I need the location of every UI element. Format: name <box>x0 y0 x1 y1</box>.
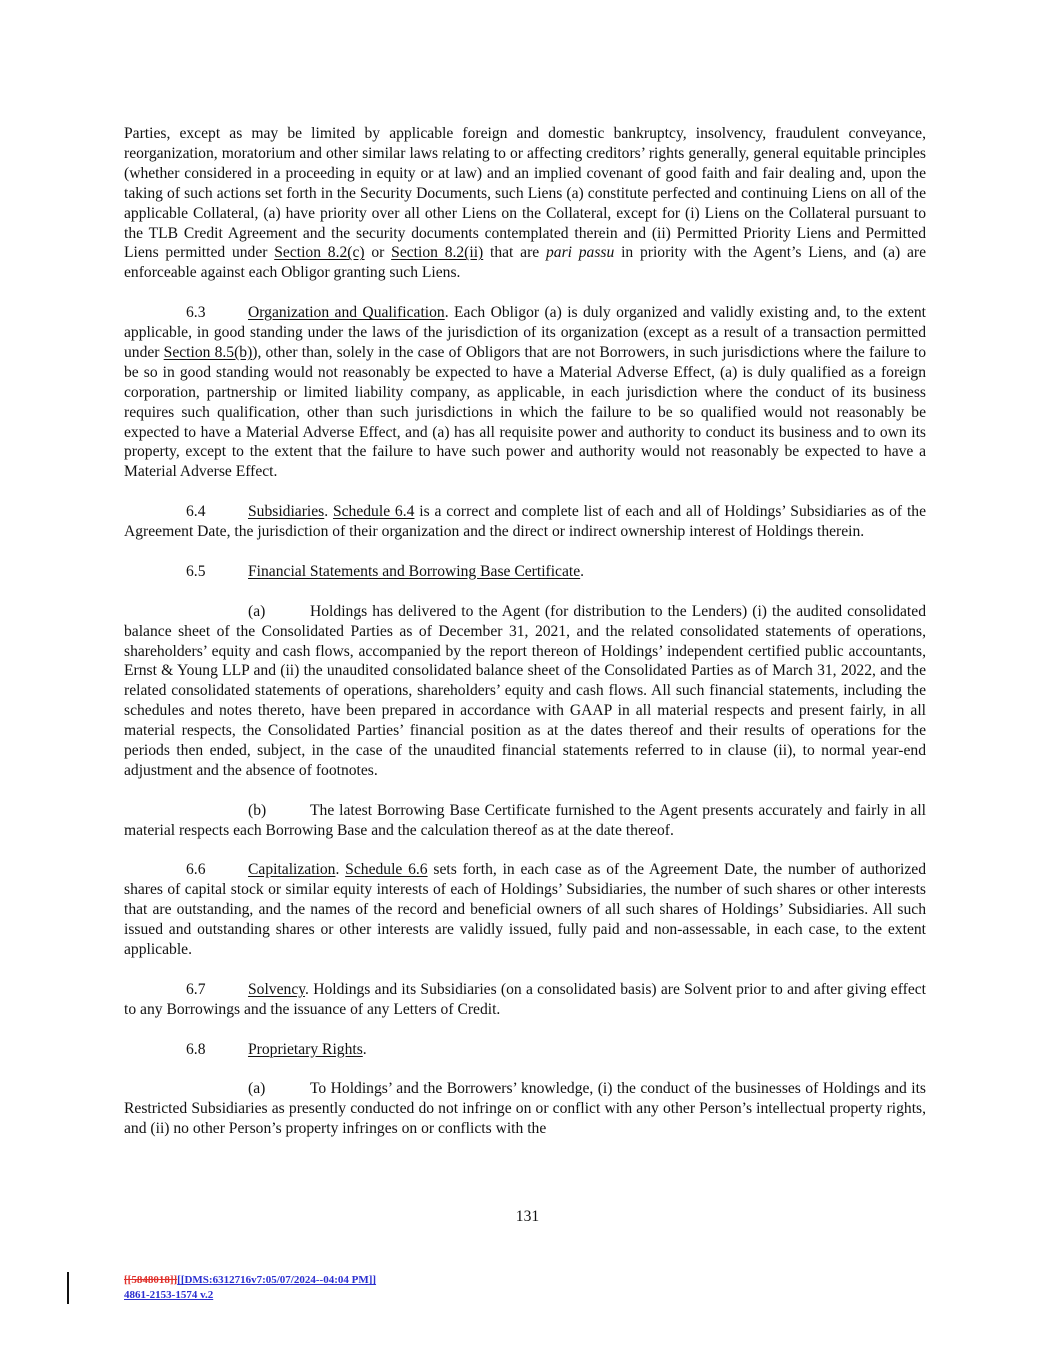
section-number: 6.5 <box>186 562 206 580</box>
section-6-8-a: (a) To Holdings’ and the Borrowers’ knowledge, (i) the conduct of the businesses of Holdings and its Restricted Subsidiaries as presently conducted do not infringe on or conflict with any other Person’s intellectual property rights, and (ii) no other Person’s property infringes on or conflicts with the <box>124 1080 926 1138</box>
section-number: 6.6 <box>186 861 206 879</box>
section-number: 6.7 <box>186 980 206 998</box>
section-6-8: 6.8 Proprietary Rights. <box>186 1040 367 1058</box>
section-heading: Solvency <box>248 980 306 998</box>
section-6-6: 6.6 Capitalization. Schedule 6.6 sets forth, in each case as of the Agreement Date, the number of authorized shares of capital stock or similar equity interests of each of Holdings’ Subsidiaries, the number of such shares or other interests that are outstanding, and the names of the record and beneficial owners of all such shares of Holdings’ Subsidiaries. All such issued and outstanding shares or other interests are validly issued, fully paid and non-assessable, in each case, to the extent applicable. <box>124 861 926 959</box>
section-6-4: 6.4 Subsidiaries. Schedule 6.4 is a correct and complete list of each and all of Holdings’ Subsidiaries as of the Agreement Date, the jurisdiction of their organization and the direct or indirect ownership interest of Holdings therein. <box>124 503 926 541</box>
dms-doc-reference: [[DMS:6312716v7:05/07/2024--04:04 PM]] <box>177 1274 377 1286</box>
intro-paragraph: Parties, except as may be limited by applicable foreign and domestic bankruptcy, insolvency, fraudulent conveyance, reorganization, moratorium and other similar laws relating to or affecting creditors’ rights generally, general equitable principles (whether considered in a proceeding in equity or at law) and an implied covenant of good faith and fair dealing and, upon the taking of such actions set forth in the Security Documents, such Liens (a) constitute perfected and continuing Liens on all of the applicable Collateral, (a) have priority over all other Liens on the Collateral, except for (i) Liens on the Collateral pursuant to the TLB Credit Agreement and the security documents contemplated therein and (ii) Permitted Priority Liens and Permitted Liens permitted under Section 8.2(c) or Section 8.2(ii) that are pari passu in priority with the Agent’s Liens, and (a) are enforceable against each Obligor granting such Liens. <box>124 125 926 282</box>
revision-change-bar <box>67 1272 69 1304</box>
doc-id: 4861-2153-1574 v.2 <box>124 1289 214 1301</box>
page-number: 131 <box>515 1208 540 1225</box>
clause-label: (a) <box>248 1080 266 1098</box>
section-8-2-ii-reference: Section 8.2(ii) <box>391 244 484 262</box>
section-heading: Financial Statements and Borrowing Base Certificate <box>248 562 581 580</box>
section-6-3: 6.3 Organization and Qualification. Each Obligor (a) is duly organized and validly existing and, to the extent applicable, in good standing under the laws of the jurisdiction of its organization (except as a result of a transaction permitted under Section 8.5(b)), other than, solely in the case of Obligors that are not Borrowers, in such jurisdictions where the failure to be so in good standing would not reasonably be expected to have a Material Adverse Effect, (a) is duly qualified as a foreign corporation, partnership or limited liability company, as applicable, in each jurisdiction where the conduct of its business requires such qualification, other than such jurisdictions in which the failure to be so qualified would not reasonably be expected to have a Material Adverse Effect, and (a) has all requisite power and authority to conduct its business and to own its property, except to the extent that the failure to have such power and authority would not reasonably be expected to have a Material Adverse Effect. <box>124 304 926 481</box>
footer-dms-line <box>124 1273 376 1288</box>
section-heading: Organization and Qualification <box>248 304 445 322</box>
footer-doc-id-line <box>124 1288 376 1303</box>
section-heading: Subsidiaries <box>248 503 325 521</box>
document-footer <box>124 1273 376 1303</box>
schedule-6-4-reference: Schedule 6.4 <box>332 503 415 521</box>
clause-label: (b) <box>248 801 267 819</box>
section-6-5: 6.5 Financial Statements and Borrowing Base Certificate. <box>186 562 585 580</box>
section-6-5-b: (b) The latest Borrowing Base Certificate furnished to the Agent presents accurately and fairly in all material respects each Borrowing Base and the calculation thereof as at the date thereof. <box>124 801 926 839</box>
clause-label: (a) <box>248 602 266 620</box>
section-8-5-b-reference: Section 8.5(b) <box>163 343 253 361</box>
section-number: 6.3 <box>186 304 206 322</box>
section-heading: Capitalization <box>248 861 336 879</box>
section-8-2-c-reference: Section 8.2(c) <box>274 244 365 262</box>
section-6-5-a: (a) Holdings has delivered to the Agent (for distribution to the Lenders) (i) the audited consolidated balance sheet of the Consolidated Parties as of December 31, 2021, and the related consolidated statements of operations, shareholders’ equity and cash flows, accompanied by the report thereon of Holdings’ independent certified public accountants, Ernst & Young LLP and (ii) the unaudited consolidated balance sheet of the Consolidated Parties as of March 31, 2022, and the related consolidated statements of operations, shareholders’ equity and cash flows. All such financial statements, including the schedules and notes thereto, have been prepared in accordance with GAAP in all material respects and present fairly, in all material respects, the Consolidated Parties’ financial position as at the dates thereof and their results of operations for the periods then ended, subject, in the case of the unaudited financial statements referred to in clause (ii), to normal year-end adjustment and the absence of footnotes. <box>124 602 926 779</box>
section-6-7: 6.7 Solvency. Holdings and its Subsidiaries (on a consolidated basis) are Solvent prior to and after giving effect to any Borrowings and the issuance of any Letters of Credit. <box>124 980 926 1018</box>
document-page <box>124 124 926 1139</box>
schedule-6-6-reference: Schedule 6.6 <box>345 861 428 879</box>
pari-passu-term: pari passu <box>545 244 615 262</box>
section-heading: Proprietary Rights <box>248 1040 363 1058</box>
section-number: 6.4 <box>186 503 206 521</box>
section-number: 6.8 <box>186 1040 206 1058</box>
deleted-doc-reference: [[5848018]] <box>124 1274 178 1286</box>
